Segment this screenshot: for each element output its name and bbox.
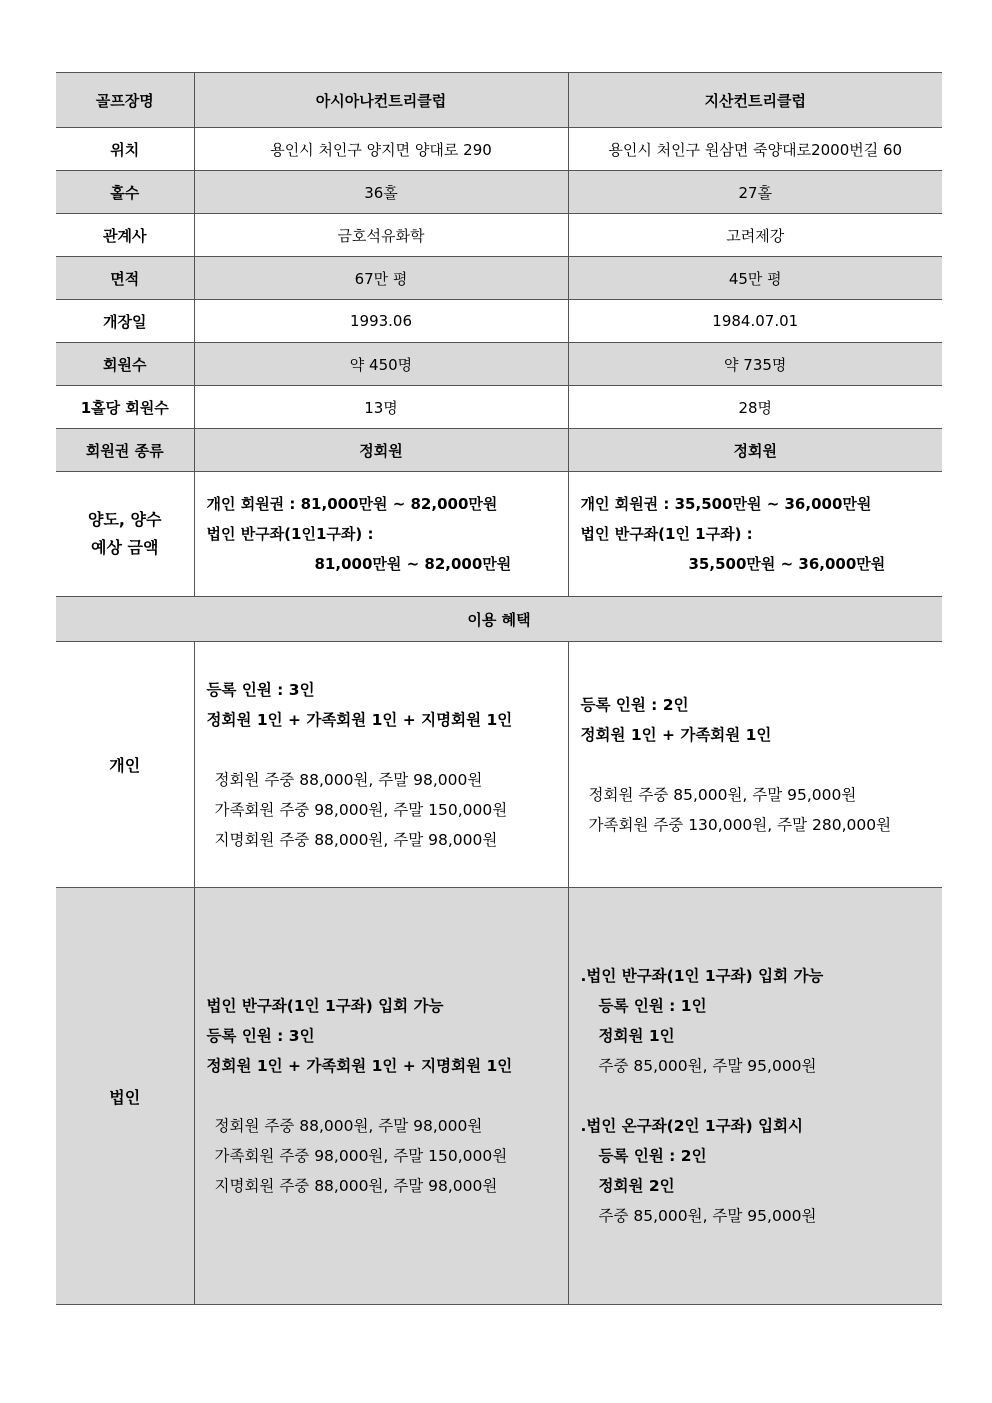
row-members	[56, 343, 942, 386]
row-area	[56, 257, 942, 300]
price-b-line3: 35,500만원 ~ 36,000만원	[688, 555, 886, 573]
personal-a-fee1: 정회원 주중 88,000원, 주말 98,000원	[214, 770, 483, 789]
personal-a-fee3: 지명회원 주중 88,000원, 주말 98,000원	[214, 830, 498, 849]
corporate-b-half-members: 정회원 1인	[598, 1027, 675, 1045]
row-affiliate	[56, 214, 942, 257]
corporate-a-reg: 등록 인원 : 3인	[206, 1027, 315, 1045]
row-membership-type	[56, 429, 942, 472]
cell-b: 27홀	[568, 171, 942, 214]
corporate-label: 법인	[56, 888, 194, 1305]
header-label: 골프장명	[56, 73, 194, 128]
price-b-line1: 개인 회원권 : 35,500만원 ~ 36,000만원	[580, 495, 872, 513]
corporate-a-fee2: 가족회원 주중 98,000원, 주말 150,000원	[214, 1147, 508, 1165]
personal-a-members: 정회원 1인 + 가족회원 1인 + 지명회원 1인	[206, 710, 513, 729]
row-label: 회원수	[56, 343, 194, 386]
cell-b: 약 735명	[568, 343, 942, 386]
header-club-a: 아시아나컨트리클럽	[194, 73, 568, 128]
section-benefits	[56, 597, 942, 642]
row-location	[56, 128, 942, 171]
header-row	[56, 73, 942, 128]
cell-b: 고려제강	[568, 214, 942, 257]
price-cell-b	[568, 472, 942, 597]
personal-b-members: 정회원 1인 + 가족회원 1인	[580, 725, 772, 744]
corporate-a-fee3: 지명회원 주중 88,000원, 주말 98,000원	[214, 1177, 498, 1195]
row-label: 회원권 종류	[56, 429, 194, 472]
personal-cell-a	[194, 642, 568, 888]
cell-a: 약 450명	[194, 343, 568, 386]
price-label	[56, 472, 194, 597]
cell-b: 28명	[568, 386, 942, 429]
row-label: 면적	[56, 257, 194, 300]
price-b-line2: 법인 반구좌(1인 1구좌) :	[580, 525, 753, 543]
price-a-line3: 81,000만원 ~ 82,000만원	[314, 555, 512, 573]
personal-b-fee2: 가족회원 주중 130,000원, 주말 280,000원	[588, 815, 892, 834]
section-title: 이용 혜택	[56, 597, 942, 642]
personal-label: 개인	[56, 642, 194, 888]
cell-b: 정회원	[568, 429, 942, 472]
corporate-a-members: 정회원 1인 + 가족회원 1인 + 지명회원 1인	[206, 1057, 513, 1075]
personal-b-reg: 등록 인원 : 2인	[580, 695, 689, 714]
row-label: 홀수	[56, 171, 194, 214]
row-label: 관계사	[56, 214, 194, 257]
corporate-b-half-fee: 주중 85,000원, 주말 95,000원	[598, 1057, 817, 1075]
row-opening-date	[56, 300, 942, 343]
row-label: 개장일	[56, 300, 194, 343]
row-personal	[56, 642, 942, 888]
personal-a-fee2: 가족회원 주중 98,000원, 주말 150,000원	[214, 800, 508, 819]
price-a-line1: 개인 회원권 : 81,000만원 ~ 82,000만원	[206, 495, 498, 513]
cell-a: 정회원	[194, 429, 568, 472]
cell-a: 금호석유화학	[194, 214, 568, 257]
personal-a-reg: 등록 인원 : 3인	[206, 680, 315, 699]
cell-a: 13명	[194, 386, 568, 429]
corporate-b-half-reg: 등록 인원 : 1인	[598, 997, 707, 1015]
corporate-cell-b	[568, 888, 942, 1305]
corporate-a-join: 법인 반구좌(1인 1구좌) 입회 가능	[206, 997, 444, 1015]
row-holes	[56, 171, 942, 214]
price-a-line2: 법인 반구좌(1인1구좌) :	[206, 525, 374, 543]
cell-b: 용인시 처인구 원삼면 죽양대로2000번길 60	[568, 128, 942, 171]
golf-comparison-table	[56, 72, 942, 1305]
corporate-cell-a	[194, 888, 568, 1305]
corporate-b-full-members: 정회원 2인	[598, 1177, 675, 1195]
cell-b: 45만 평	[568, 257, 942, 300]
corporate-b-full-title: .법인 온구좌(2인 1구좌) 입회시	[580, 1117, 804, 1135]
row-label: 1홀당 회원수	[56, 386, 194, 429]
personal-b-fee1: 정회원 주중 85,000원, 주말 95,000원	[588, 785, 857, 804]
row-corporate	[56, 888, 942, 1305]
row-label: 위치	[56, 128, 194, 171]
price-cell-a	[194, 472, 568, 597]
header-club-b: 지산컨트리클럽	[568, 73, 942, 128]
corporate-b-half-title: .법인 반구좌(1인 1구좌) 입회 가능	[580, 967, 824, 985]
personal-cell-b	[568, 642, 942, 888]
cell-a: 67만 평	[194, 257, 568, 300]
corporate-b-full-reg: 등록 인원 : 2인	[598, 1147, 707, 1165]
cell-a: 1993.06	[194, 300, 568, 343]
cell-a: 36홀	[194, 171, 568, 214]
price-label-line1: 양도, 양수	[88, 510, 162, 529]
corporate-a-fee1: 정회원 주중 88,000원, 주말 98,000원	[214, 1117, 483, 1135]
row-expected-price	[56, 472, 942, 597]
cell-b: 1984.07.01	[568, 300, 942, 343]
price-label-line2: 예상 금액	[91, 538, 159, 557]
corporate-b-full-fee: 주중 85,000원, 주말 95,000원	[598, 1207, 817, 1225]
cell-a: 용인시 처인구 양지면 양대로 290	[194, 128, 568, 171]
row-members-per-hole	[56, 386, 942, 429]
